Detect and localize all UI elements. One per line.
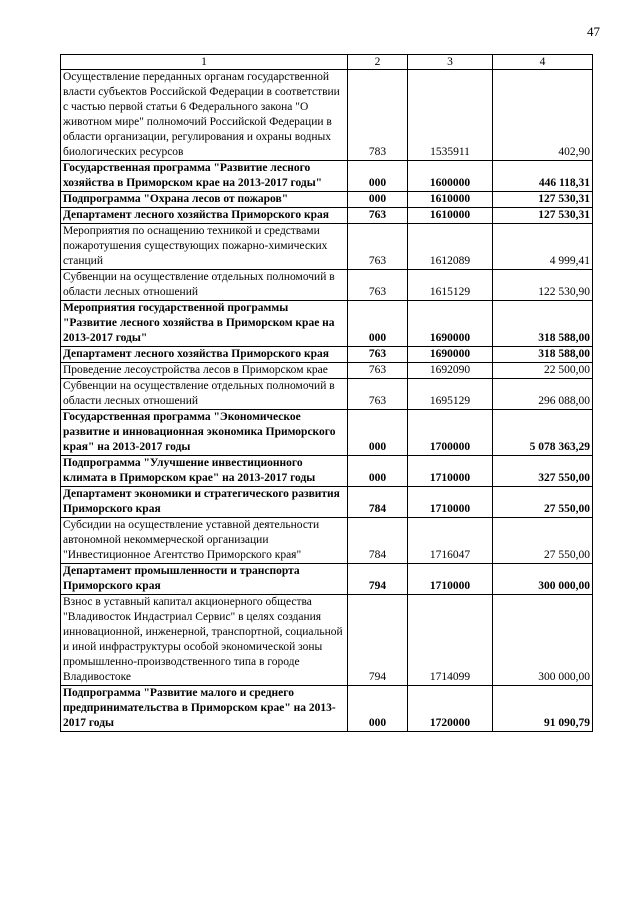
row-amount-cell: 91 090,79: [493, 686, 593, 732]
table-row: [61, 363, 593, 379]
row-amount-cell: 446 118,31: [493, 161, 593, 192]
row-section-cell: 000: [348, 192, 408, 208]
column-header: 3: [408, 55, 493, 70]
table-row: [61, 379, 593, 410]
row-section-cell: 763: [348, 208, 408, 224]
table-row: [61, 564, 593, 595]
row-code-cell: 1690000: [408, 347, 493, 363]
row-name-cell: Субсидии на осуществление уставной деятельности автономной некоммерческой организации "Инвестиционное Агентство Приморского края": [61, 518, 348, 564]
row-code-cell: 1610000: [408, 208, 493, 224]
row-amount-cell: 22 500,00: [493, 363, 593, 379]
row-name-cell: Подпрограмма "Охрана лесов от пожаров": [61, 192, 348, 208]
table-row: [61, 595, 593, 686]
row-code-cell: 1690000: [408, 301, 493, 347]
row-section-cell: 763: [348, 363, 408, 379]
row-name-cell: Мероприятия государственной программы "Развитие лесного хозяйства в Приморском крае на 2013-2017 годы": [61, 301, 348, 347]
row-name-cell: Субвенции на осуществление отдельных полномочий в области лесных отношений: [61, 270, 348, 301]
row-code-cell: 1610000: [408, 192, 493, 208]
column-header: 1: [61, 55, 348, 70]
row-name-cell: Мероприятия по оснащению техникой и средствами пожаротушения существующих пожарно-химических станций: [61, 224, 348, 270]
row-code-cell: 1695129: [408, 379, 493, 410]
column-header: 2: [348, 55, 408, 70]
row-amount-cell: 4 999,41: [493, 224, 593, 270]
row-section-cell: 784: [348, 487, 408, 518]
row-amount-cell: 296 088,00: [493, 379, 593, 410]
row-name-cell: Департамент промышленности и транспорта Приморского края: [61, 564, 348, 595]
table-header-row: [61, 55, 593, 70]
row-amount-cell: 300 000,00: [493, 595, 593, 686]
row-section-cell: 763: [348, 224, 408, 270]
row-amount-cell: 127 530,31: [493, 192, 593, 208]
row-name-cell: Департамент лесного хозяйства Приморского края: [61, 208, 348, 224]
row-section-cell: 000: [348, 301, 408, 347]
row-amount-cell: 27 550,00: [493, 518, 593, 564]
row-code-cell: 1710000: [408, 456, 493, 487]
row-amount-cell: 300 000,00: [493, 564, 593, 595]
row-section-cell: 000: [348, 686, 408, 732]
row-section-cell: 794: [348, 595, 408, 686]
row-name-cell: Департамент экономики и стратегического развития Приморского края: [61, 487, 348, 518]
table-row: [61, 410, 593, 456]
row-section-cell: 763: [348, 347, 408, 363]
table-row: [61, 224, 593, 270]
table-row: [61, 270, 593, 301]
row-section-cell: 000: [348, 161, 408, 192]
row-code-cell: 1612089: [408, 224, 493, 270]
column-header: 4: [493, 55, 593, 70]
row-name-cell: Государственная программа "Развитие лесного хозяйства в Приморском крае на 2013-2017 годы": [61, 161, 348, 192]
row-name-cell: Субвенции на осуществление отдельных полномочий в области лесных отношений: [61, 379, 348, 410]
table-row: [61, 208, 593, 224]
table-row: [61, 518, 593, 564]
table-row: [61, 70, 593, 161]
row-amount-cell: 327 550,00: [493, 456, 593, 487]
row-code-cell: 1600000: [408, 161, 493, 192]
row-section-cell: 784: [348, 518, 408, 564]
row-name-cell: Осуществление переданных органам государственной власти субъектов Российской Федерации в соответствии с частью первой статьи 6 Федерального закона "О животном мире" полномочий Российской Федерации в области организации, регулирования и охраны водных биологических ресурсов: [61, 70, 348, 161]
table-row: [61, 301, 593, 347]
row-name-cell: Подпрограмма "Улучшение инвестиционного климата в Приморском крае" на 2013-2017 годы: [61, 456, 348, 487]
row-code-cell: 1692090: [408, 363, 493, 379]
row-code-cell: 1710000: [408, 487, 493, 518]
table-row: [61, 686, 593, 732]
row-code-cell: 1714099: [408, 595, 493, 686]
row-amount-cell: 402,90: [493, 70, 593, 161]
row-code-cell: 1535911: [408, 70, 493, 161]
budget-table: [60, 54, 593, 732]
row-amount-cell: 318 588,00: [493, 301, 593, 347]
row-code-cell: 1716047: [408, 518, 493, 564]
row-section-cell: 794: [348, 564, 408, 595]
row-code-cell: 1700000: [408, 410, 493, 456]
row-name-cell: Департамент лесного хозяйства Приморского края: [61, 347, 348, 363]
row-name-cell: Взнос в уставный капитал акционерного общества "Владивосток Индастриал Сервис" в целях создания инновационной, инженерной, транспортной, социальной и иной инфраструктуры особой экономической зоны промышленно-производственного типа в городе Владивостоке: [61, 595, 348, 686]
table-row: [61, 347, 593, 363]
row-amount-cell: 5 078 363,29: [493, 410, 593, 456]
row-section-cell: 783: [348, 70, 408, 161]
row-section-cell: 763: [348, 270, 408, 301]
row-name-cell: Проведение лесоустройства лесов в Приморском крае: [61, 363, 348, 379]
row-code-cell: 1720000: [408, 686, 493, 732]
page-number: 47: [587, 24, 600, 39]
row-code-cell: 1710000: [408, 564, 493, 595]
table-row: [61, 192, 593, 208]
row-amount-cell: 318 588,00: [493, 347, 593, 363]
row-amount-cell: 127 530,31: [493, 208, 593, 224]
row-amount-cell: 122 530,90: [493, 270, 593, 301]
row-section-cell: 000: [348, 410, 408, 456]
table-row: [61, 456, 593, 487]
table-row: [61, 161, 593, 192]
row-name-cell: Государственная программа "Экономическое развитие и инновационная экономика Приморского края" на 2013-2017 годы: [61, 410, 348, 456]
row-amount-cell: 27 550,00: [493, 487, 593, 518]
row-name-cell: Подпрограмма "Развитие малого и среднего предпринимательства в Приморском крае" на 2013-2017 годы: [61, 686, 348, 732]
row-section-cell: 763: [348, 379, 408, 410]
table-row: [61, 487, 593, 518]
row-section-cell: 000: [348, 456, 408, 487]
row-code-cell: 1615129: [408, 270, 493, 301]
